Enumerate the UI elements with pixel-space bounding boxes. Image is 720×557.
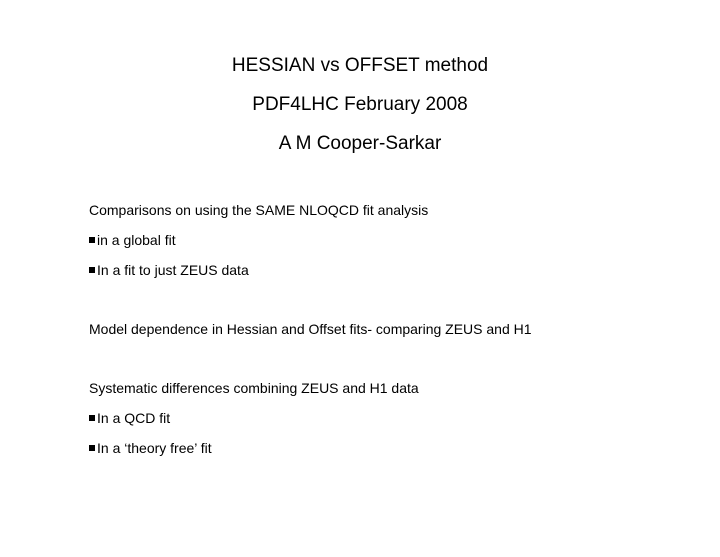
title-main: HESSIAN vs OFFSET method: [231, 55, 489, 76]
title-author: A M Cooper-Sarkar: [278, 133, 442, 154]
square-bullet-icon: [89, 445, 95, 451]
bullet-text: in a global fit: [97, 232, 176, 248]
bullet-text: In a fit to just ZEUS data: [97, 262, 249, 278]
section2-heading: Model dependence in Hessian and Offset fits- comparing ZEUS and H1: [89, 321, 532, 337]
square-bullet-icon: [89, 237, 95, 243]
bullet-item: [89, 261, 709, 279]
square-bullet-icon: [89, 267, 95, 273]
bullet-item: [89, 231, 709, 249]
bullet-text: In a ‘theory free’ fit: [97, 440, 212, 456]
slide-body: [89, 201, 709, 469]
title-event: PDF4LHC February 2008: [252, 94, 468, 115]
spacer: [89, 291, 709, 320]
spacer: [89, 350, 709, 379]
section3-heading: Systematic differences combining ZEUS and H1 data: [89, 380, 419, 396]
bullet-item: [89, 439, 709, 457]
title-block: [0, 55, 720, 172]
bullet-text: In a QCD fit: [97, 410, 171, 426]
square-bullet-icon: [89, 415, 95, 421]
bullet-item: [89, 409, 709, 427]
section1-heading: Comparisons on using the SAME NLOQCD fit analysis: [89, 202, 429, 218]
